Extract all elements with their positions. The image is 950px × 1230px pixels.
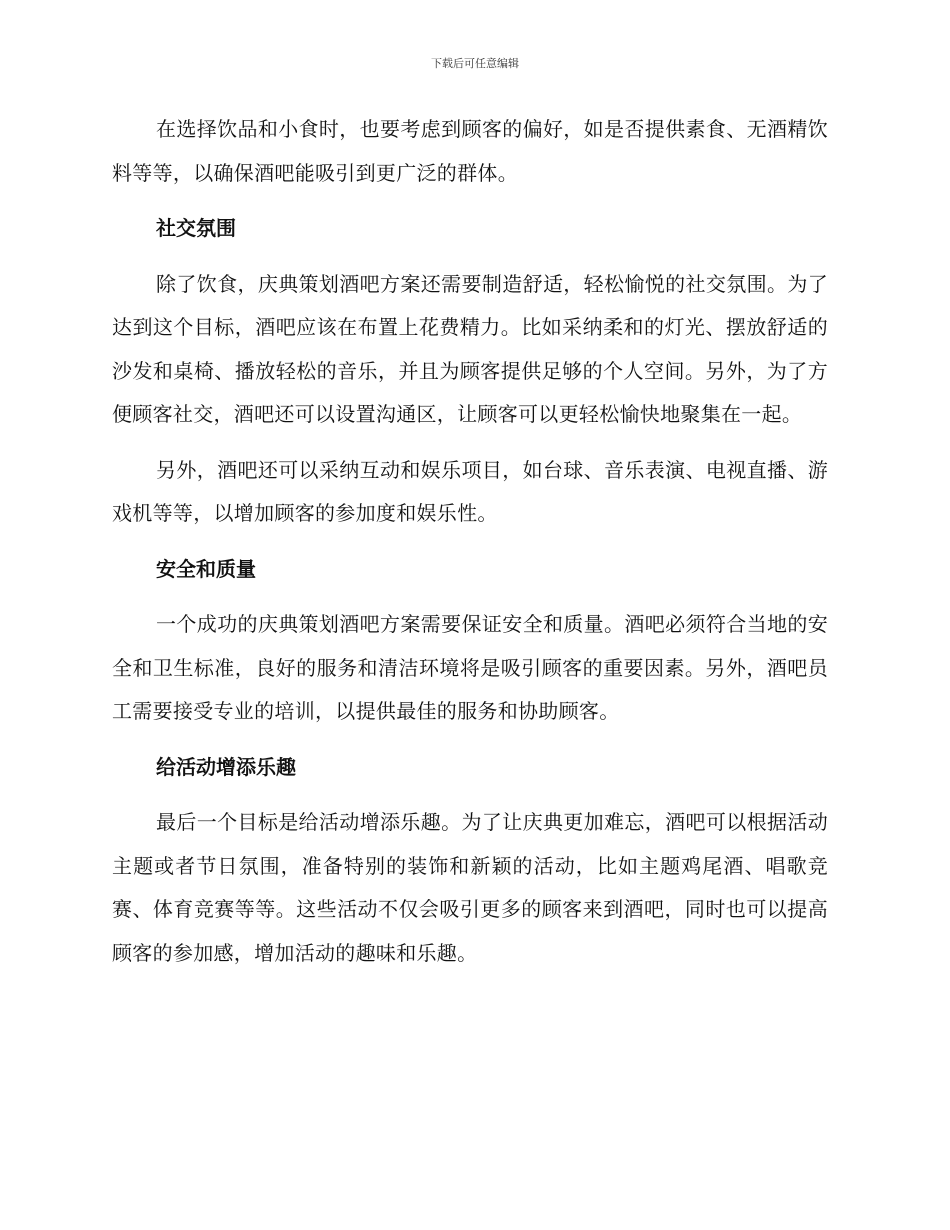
paragraph-add-fun: 最后一个目标是给活动增添乐趣。为了让庆典更加难忘，酒吧可以根据活动主题或者节日氛围，准备特别的装饰和新颖的活动，比如主题鸡尾酒、唱歌竞赛、体育竞赛等等。这些活动不仅会吸引更多的顾客来到酒吧，同时也可以提高顾客的参加感，增加活动的趣味和乐趣。 xyxy=(112,810,828,965)
paragraph-social-atmosphere: 除了饮食，庆典策划酒吧方案还需要制造舒适，轻松愉悦的社交氛围。为了达到这个目标，酒吧应该在布置上花费精力。比如采纳柔和的灯光、摆放舒适的沙发和桌椅、播放轻松的音乐，并且为顾客提供足够的个人空间。另外，为了方便顾客社交，酒吧还可以设置沟通区，让顾客可以更轻松愉快地聚集在一起。 xyxy=(112,271,828,426)
paragraph-safety-quality: 一个成功的庆典策划酒吧方案需要保证安全和质量。酒吧必须符合当地的安全和卫生标准，良好的服务和清洁环境将是吸引顾客的重要因素。另外，酒吧员工需要接受专业的培训，以提供最佳的服务和协助顾客。 xyxy=(112,612,828,723)
document-body xyxy=(112,108,828,987)
page-header-note: 下载后可任意编辑 xyxy=(431,57,519,70)
section-heading-social-atmosphere: 社交氛围 xyxy=(156,216,236,240)
section-heading-add-fun: 给活动增添乐趣 xyxy=(156,754,296,779)
paragraph-food-preferences: 在选择饮品和小食时，也要考虑到顾客的偏好，如是否提供素食、无酒精饮料等等，以确保酒吧能吸引到更广泛的群体。 xyxy=(112,117,828,185)
section-heading-safety-quality: 安全和质量 xyxy=(156,556,256,581)
paragraph-entertainment: 另外，酒吧还可以采纳互动和娱乐项目，如台球、音乐表演、电视直播、游戏机等等，以增加顾客的参加度和娱乐性。 xyxy=(112,457,828,525)
